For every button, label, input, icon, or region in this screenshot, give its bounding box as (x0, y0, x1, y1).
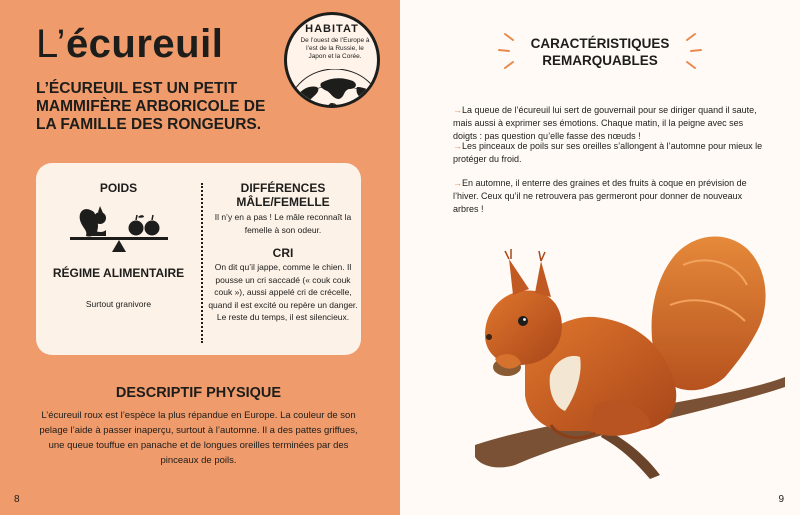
apple-icon (129, 215, 160, 236)
squirrel-silhouette-icon (80, 206, 106, 237)
fact-text: La queue de l’écureuil lui sert de gouvernail pour se diriger quand il saute, mais aussi à exprimer ses émotions. Chaque matin, il la peigne avec ses doigts : pas question qu’elle fasse des nœuds ! (453, 105, 757, 141)
poids-title: POIDS (99, 181, 138, 195)
arrow-icon: → (453, 105, 462, 115)
differences-text: Il n’y en a pas ! Le mâle reconnaît la femelle à son odeur. (214, 212, 352, 235)
right-page (400, 0, 800, 515)
page-number-right: 9 (778, 494, 784, 505)
descriptif-title: DESCRIPTIF PHYSIQUE (115, 385, 282, 401)
habitat-title: HABITAT (305, 23, 359, 35)
title-word: écureuil (65, 22, 224, 66)
descriptif-text: L’écureuil roux est l’espèce la plus répandue en Europe. La couleur de son pelage l’aide à passer inaperçu, surtout à l’automne. Il a des pattes griffues, une queue touffue en panache et de longues oreilles terminées par des pinceaux de poils. (39, 410, 358, 466)
fact-text: Les pinceaux de poils sur ses oreilles s’allongent à l’automne pour mieux le protéger du froid. (453, 141, 763, 164)
page-title (36, 22, 223, 67)
habitat-text: De l’ouest de l’Europe à l’est de la Russie, le Japon et la Corée. (300, 37, 370, 60)
squirrel-illustration (455, 225, 785, 490)
intro-text: L’ÉCUREUIL EST UN PETIT MAMMIFÈRE ARBORICOLE DE LA FAMILLE DES RONGEURS. (36, 80, 266, 133)
right-title: CARACTÉRISTIQUES REMARQUABLES (530, 36, 670, 68)
regime-title: RÉGIME ALIMENTAIRE (52, 266, 185, 280)
card-right-column (208, 163, 358, 355)
scale-icon (64, 200, 174, 260)
differences-title: DIFFÉRENCES MÂLE/FEMELLE (236, 181, 330, 209)
arrow-icon: → (453, 141, 462, 151)
page-number-left: 8 (14, 494, 20, 505)
habitat-badge (284, 12, 380, 108)
arrow-icon: → (453, 178, 462, 188)
title-article: L’ (36, 22, 66, 66)
regime-text: Surtout granivore (85, 299, 152, 309)
globe-icon (287, 69, 380, 108)
cri-title: CRI (272, 246, 294, 260)
fact-text: En automne, il enterre des graines et des fruits à coque en prévision de l’hiver. Ceux qu’il ne retrouvera pas germeront pour donner de nouveaux arbres ! (453, 178, 747, 214)
fact-item (453, 140, 763, 166)
card-divider (201, 183, 203, 343)
fact-item (453, 104, 763, 143)
fact-item (453, 177, 763, 216)
cri-text: On dit qu’il jappe, comme le chien. Il pousse un cri saccadé (« couk couk couk »), aussi appelé cri de crécelle, quand il est excité ou repère un danger. Le reste du temps, il est silencieux. (208, 262, 358, 322)
